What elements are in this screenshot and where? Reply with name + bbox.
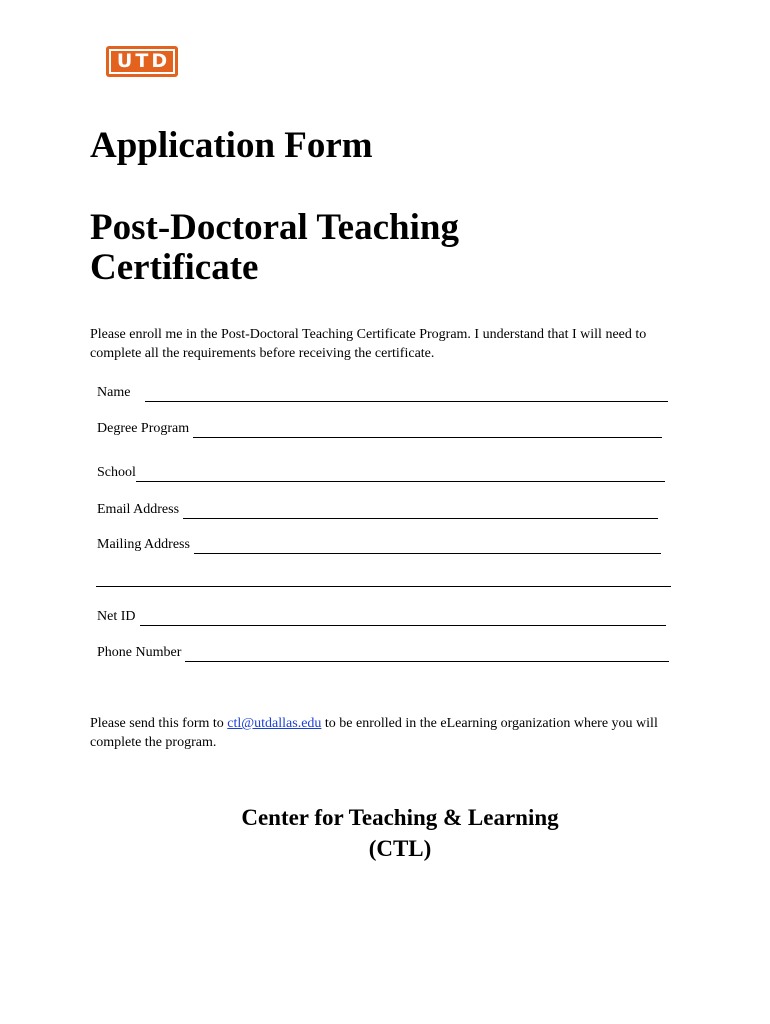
page-title: Application Form [90, 125, 373, 166]
email-label: Email Address [97, 502, 180, 517]
name-field[interactable] [145, 388, 668, 402]
submission-instructions [90, 714, 690, 752]
mailing-address-label: Mailing Address [97, 537, 190, 552]
ctl-heading [150, 802, 650, 864]
phone-field[interactable] [185, 648, 669, 662]
net-id-label: Net ID [97, 609, 136, 624]
degree-program-field-row [97, 420, 662, 438]
mailing-address-field[interactable] [194, 540, 661, 554]
email-field-row [97, 501, 658, 519]
ctl-email-link[interactable]: ctl@utdallas.edu [227, 716, 322, 731]
school-label: School [97, 465, 136, 480]
page-subtitle: Post-Doctoral Teaching Certificate [90, 207, 459, 288]
name-field-row [97, 384, 668, 402]
net-id-field-row [97, 608, 666, 626]
email-field[interactable] [183, 505, 658, 519]
logo-letter-t: T [135, 50, 149, 72]
phone-label: Phone Number [97, 645, 182, 660]
logo-letter-d: D [151, 50, 168, 72]
mailing-address-second-line[interactable] [96, 586, 671, 587]
degree-program-field[interactable] [193, 424, 662, 438]
utd-logo [106, 46, 178, 77]
utd-logo-frame [109, 49, 175, 74]
ctl-heading-name: Center for Teaching & Learning [241, 805, 559, 830]
instructions-suffix: to be enrolled in the eLearning organization where you will complete the program. [90, 716, 658, 750]
intro-paragraph: Please enroll me in the Post-Doctoral Teaching Certificate Program. I understand that I will need to complete all the requirements before receiving the certificate. [90, 327, 647, 361]
school-field[interactable] [136, 468, 665, 482]
name-label: Name [97, 385, 131, 400]
instructions-prefix: Please send this form to [90, 716, 228, 731]
school-field-row [97, 464, 665, 482]
mailing-address-field-row [97, 536, 661, 554]
ctl-heading-abbrev: (CTL) [368, 836, 432, 861]
logo-letter-u: U [116, 50, 133, 72]
degree-program-label: Degree Program [97, 421, 190, 436]
phone-field-row [97, 644, 669, 662]
net-id-field[interactable] [140, 612, 666, 626]
